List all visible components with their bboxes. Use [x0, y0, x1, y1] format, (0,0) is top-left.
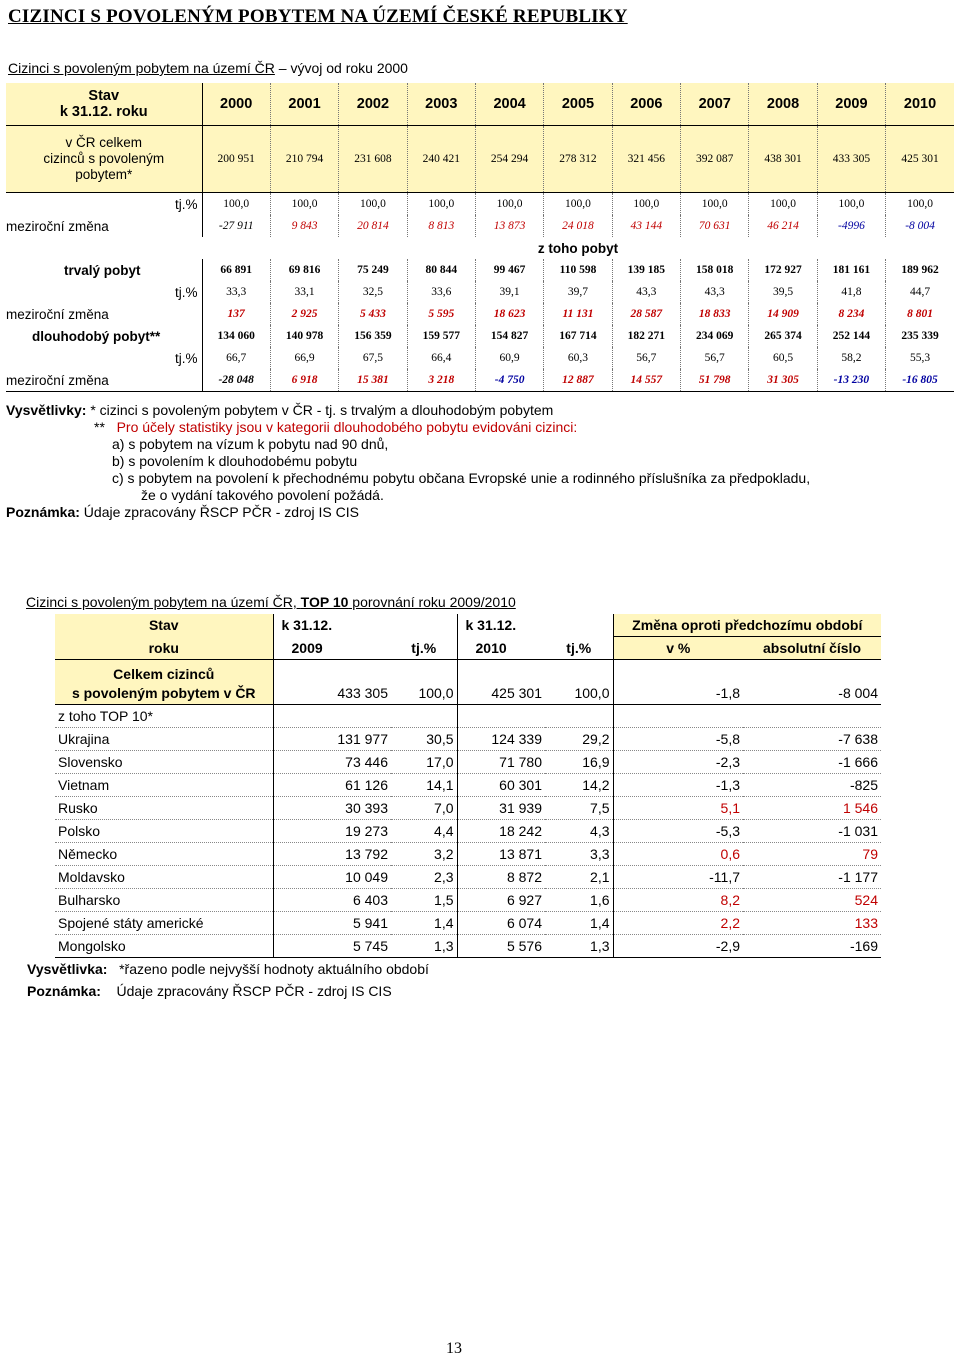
table-header-row [6, 83, 954, 126]
cell-long_pct-2005: 60,3 [544, 347, 612, 369]
pct-2009: 1,3 [391, 935, 457, 958]
cell-long_change-2000: -28 048 [202, 369, 270, 392]
header-year-2002: 2002 [339, 83, 407, 126]
cell-long-2007: 234 069 [681, 325, 749, 347]
note-a: a) s pobytem na vízum k pobytu nad 90 dnů, [112, 436, 389, 452]
cell-long_change-2009: -13 230 [817, 369, 885, 392]
cell-long_pct-2004: 60,9 [475, 347, 543, 369]
cell-total-2007: 392 087 [681, 126, 749, 193]
cell-long_pct-2010: 55,3 [886, 347, 954, 369]
header-corner [6, 83, 202, 126]
cell-perm_pct-2009: 41,8 [817, 281, 885, 303]
total-cell-5: -8 004 [743, 682, 881, 705]
cell-long_change-2002: 15 381 [339, 369, 407, 392]
t2-header-pct-2010: tj.% [545, 637, 613, 660]
total-cell-4: -1,8 [613, 682, 743, 705]
country-name: Rusko [55, 797, 273, 820]
cell-total_pct-2006: 100,0 [612, 193, 680, 216]
cell-total_pct-2010: 100,0 [886, 193, 954, 216]
of-which-label: z toho pobyt [537, 240, 619, 256]
cell-long-2005: 167 714 [544, 325, 612, 347]
notes2-heading: Vysvětlivka: [27, 961, 108, 977]
cell-total_change-2005: 24 018 [544, 215, 612, 237]
cell-total_pct-2000: 100,0 [202, 193, 270, 216]
change-abs: -169 [743, 935, 881, 958]
table-row [6, 325, 954, 347]
t2-header-change: Změna oproti předchozímu období [613, 614, 881, 637]
table-row [55, 889, 881, 912]
pct-2010: 29,2 [545, 728, 613, 751]
t2-header-k2: k 31.12. [457, 614, 545, 637]
spacer [6, 237, 202, 259]
pct-2010: 16,9 [545, 751, 613, 774]
cell-perm-2007: 158 018 [681, 259, 749, 281]
cell-perm-2005: 110 598 [544, 259, 612, 281]
cell-perm_change-2002: 5 433 [339, 303, 407, 325]
cell-perm_pct-2010: 44,7 [886, 281, 954, 303]
cell-perm_change-2007: 18 833 [681, 303, 749, 325]
cell-total-2004: 254 294 [475, 126, 543, 193]
country-name: Mongolsko [55, 935, 273, 958]
cell-perm_pct-2008: 39,5 [749, 281, 817, 303]
cell-total_pct-2005: 100,0 [544, 193, 612, 216]
t2-total-label-1: Celkem cizinců [55, 660, 273, 683]
notes2-block [27, 958, 429, 1002]
table-row [6, 193, 954, 216]
cell-long_pct-2007: 56,7 [681, 347, 749, 369]
country-name: Moldavsko [55, 866, 273, 889]
corner-stav: Stav [88, 88, 120, 104]
cell-total-2005: 278 312 [544, 126, 612, 193]
cell-long_change-2010: -16 805 [886, 369, 954, 392]
table2-subtitle-a: Cizinci s povoleným pobytem na území ČR, [26, 594, 301, 610]
pct-2009: 7,0 [391, 797, 457, 820]
header-year-2001: 2001 [270, 83, 338, 126]
change-pct: 2,2 [613, 912, 743, 935]
cell-perm_change-2000: 137 [202, 303, 270, 325]
cell-perm_pct-2004: 39,1 [475, 281, 543, 303]
cell-total_change-2008: 46 214 [749, 215, 817, 237]
cell-total_pct-2001: 100,0 [270, 193, 338, 216]
header-year-2008: 2008 [749, 83, 817, 126]
t2-header-2009: 2009 [273, 637, 391, 660]
table-row [55, 728, 881, 751]
value-2010: 6 927 [457, 889, 545, 912]
cell-long_pct-2002: 67,5 [339, 347, 407, 369]
value-2010: 124 339 [457, 728, 545, 751]
pct-2009: 14,1 [391, 774, 457, 797]
note-source: Údaje zpracovány ŘSCP PČR - zdroj IS CIS [79, 504, 359, 520]
note-source-label: Poznámka: [6, 504, 80, 520]
change-abs: -1 666 [743, 751, 881, 774]
cell-perm_change-2001: 2 925 [270, 303, 338, 325]
cell-total_change-2009: -4996 [817, 215, 885, 237]
cell-perm_pct-2007: 43,3 [681, 281, 749, 303]
cell-perm_change-2006: 28 587 [612, 303, 680, 325]
change-pct: 0,6 [613, 843, 743, 866]
table-row [6, 259, 954, 281]
cell-long_change-2007: 51 798 [681, 369, 749, 392]
cell-long_change-2004: -4 750 [475, 369, 543, 392]
header-year-2000: 2000 [202, 83, 270, 126]
t2-top-label: z toho TOP 10* [55, 705, 273, 728]
header-year-2010: 2010 [886, 83, 954, 126]
long-label: dlouhodobý pobyt** [32, 328, 161, 344]
country-name: Spojené státy americké [55, 912, 273, 935]
pct-2009: 1,5 [391, 889, 457, 912]
pct-2009: 1,4 [391, 912, 457, 935]
cell-perm-2008: 172 927 [749, 259, 817, 281]
table-row [55, 843, 881, 866]
cell-perm-2002: 75 249 [339, 259, 407, 281]
cell-long_pct-2003: 66,4 [407, 347, 475, 369]
change-abs: 524 [743, 889, 881, 912]
change-pct: -2,3 [613, 751, 743, 774]
t2-header-2010: 2010 [457, 637, 545, 660]
table-row [55, 774, 881, 797]
change-abs: -1 031 [743, 820, 881, 843]
pct-2010: 14,2 [545, 774, 613, 797]
t2-header-abs: absolutní číslo [743, 637, 881, 660]
pct-2009: 3,2 [391, 843, 457, 866]
cell-perm_change-2003: 5 595 [407, 303, 475, 325]
cell-perm-2004: 99 467 [475, 259, 543, 281]
page-title: CIZINCI S POVOLENÝM POBYTEM NA ÚZEMÍ ČESKÉ REPUBLIKY [8, 6, 628, 27]
cell-perm_change-2005: 11 131 [544, 303, 612, 325]
pct-2010: 3,3 [545, 843, 613, 866]
note-1: * cizinci s povoleným pobytem v ČR - tj. s trvalým a dlouhodobým pobytem [86, 402, 554, 418]
notes-block [6, 402, 810, 521]
value-2010: 60 301 [457, 774, 545, 797]
pct-2009: 17,0 [391, 751, 457, 774]
notes2-text: *řazeno podle nejvyšší hodnoty aktuálního období [119, 961, 429, 977]
value-2009: 30 393 [273, 797, 391, 820]
perm-change-label: meziroční změna [6, 306, 109, 322]
cell-total-2008: 438 301 [749, 126, 817, 193]
table-row [55, 751, 881, 774]
cell-perm-2001: 69 816 [270, 259, 338, 281]
table1-subtitle-main: Cizinci s povoleným pobytem na území ČR [8, 60, 275, 76]
value-2009: 19 273 [273, 820, 391, 843]
pct-2009: 4,4 [391, 820, 457, 843]
country-name: Německo [55, 843, 273, 866]
header-year-2006: 2006 [612, 83, 680, 126]
header-year-2003: 2003 [407, 83, 475, 126]
total-cell-2: 425 301 [457, 682, 545, 705]
pct-2010: 4,3 [545, 820, 613, 843]
notes-heading: Vysvětlivky: [6, 402, 87, 418]
change-abs: -825 [743, 774, 881, 797]
value-2009: 13 792 [273, 843, 391, 866]
cell-perm_pct-2003: 33,6 [407, 281, 475, 303]
cell-long_pct-2000: 66,7 [202, 347, 270, 369]
cell-total-2001: 210 794 [270, 126, 338, 193]
table-row [55, 797, 881, 820]
cell-perm_pct-2005: 39,7 [544, 281, 612, 303]
pct-label: tj.% [174, 196, 198, 212]
value-2009: 61 126 [273, 774, 391, 797]
value-2010: 13 871 [457, 843, 545, 866]
note-b: b) s povolením k dlouhodobému pobytu [112, 453, 358, 469]
cell-perm_change-2009: 8 234 [817, 303, 885, 325]
cell-long_change-2001: 6 918 [270, 369, 338, 392]
notes2-source: Údaje zpracovány ŘSCP PČR - zdroj IS CIS [116, 983, 392, 999]
table-row [6, 281, 954, 303]
cell-total_pct-2009: 100,0 [817, 193, 885, 216]
header-year-2004: 2004 [475, 83, 543, 126]
value-2009: 73 446 [273, 751, 391, 774]
change-abs: 1 546 [743, 797, 881, 820]
change-pct: -2,9 [613, 935, 743, 958]
change-abs: 79 [743, 843, 881, 866]
table-row [55, 912, 881, 935]
cell-perm_pct-2002: 32,5 [339, 281, 407, 303]
country-name: Slovensko [55, 751, 273, 774]
table-row [6, 303, 954, 325]
cell-long_change-2008: 31 305 [749, 369, 817, 392]
value-2009: 6 403 [273, 889, 391, 912]
cell-perm_change-2008: 14 909 [749, 303, 817, 325]
total-label-line: cizinců s povoleným [43, 151, 165, 166]
notes2-source-label: Poznámka: [27, 983, 101, 999]
pct-2010: 2,1 [545, 866, 613, 889]
top10-table [55, 614, 881, 958]
change-pct: -5,3 [613, 820, 743, 843]
value-2009: 5 941 [273, 912, 391, 935]
total-label [6, 126, 202, 193]
cell-long-2000: 134 060 [202, 325, 270, 347]
cell-total_change-2001: 9 843 [270, 215, 338, 237]
table-row [6, 237, 954, 259]
change-pct: -1,3 [613, 774, 743, 797]
table-row [6, 369, 954, 392]
cell-total-2010: 425 301 [886, 126, 954, 193]
note-c1: c) s pobytem na povolení k přechodnému pobytu občana Evropské unie a rodinného příslušníka za předpokladu, [112, 470, 811, 486]
header-year-2009: 2009 [817, 83, 885, 126]
cell-total-2009: 433 305 [817, 126, 885, 193]
cell-perm-2009: 181 161 [817, 259, 885, 281]
table-row [55, 935, 881, 958]
cell-long-2002: 156 359 [339, 325, 407, 347]
table-row [55, 820, 881, 843]
change-pct: -5,8 [613, 728, 743, 751]
country-name: Polsko [55, 820, 273, 843]
value-2010: 71 780 [457, 751, 545, 774]
table-row [6, 347, 954, 369]
cell-perm-2006: 139 185 [612, 259, 680, 281]
cell-long_pct-2001: 66,9 [270, 347, 338, 369]
cell-perm-2010: 189 962 [886, 259, 954, 281]
t2-header-k1: k 31.12. [273, 614, 391, 637]
change-label: meziroční změna [6, 218, 109, 234]
t2-header-vpct: v % [613, 637, 743, 660]
cell-long_pct-2009: 58,2 [817, 347, 885, 369]
table1-subtitle-rest: – vývoj od roku 2000 [274, 60, 408, 76]
pct-2009: 30,5 [391, 728, 457, 751]
value-2010: 31 939 [457, 797, 545, 820]
note-2-marker: ** [94, 419, 105, 435]
cell-long-2004: 154 827 [475, 325, 543, 347]
cell-total_pct-2007: 100,0 [681, 193, 749, 216]
cell-long-2010: 235 339 [886, 325, 954, 347]
cell-long_change-2005: 12 887 [544, 369, 612, 392]
note-2: Pro účely statistiky jsou v kategorii dlouhodobého pobytu evidováni cizinci: [116, 419, 578, 435]
total-cell-0: 433 305 [273, 682, 391, 705]
page-number: 13 [446, 1340, 462, 1357]
country-name: Bulharsko [55, 889, 273, 912]
cell-long_change-2003: 3 218 [407, 369, 475, 392]
header-year-2007: 2007 [681, 83, 749, 126]
cell-total_change-2007: 70 631 [681, 215, 749, 237]
development-table [6, 83, 954, 392]
value-2009: 5 745 [273, 935, 391, 958]
table2-subtitle-c: porovnání roku 2009/2010 [348, 594, 516, 610]
pct-2010: 1,3 [545, 935, 613, 958]
t2-header-pct-2009: tj.% [391, 637, 457, 660]
pct-2009: 2,3 [391, 866, 457, 889]
cell-total_pct-2002: 100,0 [339, 193, 407, 216]
total-cell-1: 100,0 [391, 682, 457, 705]
change-pct: 5,1 [613, 797, 743, 820]
cell-total_change-2000: -27 911 [202, 215, 270, 237]
value-2009: 131 977 [273, 728, 391, 751]
cell-perm_pct-2001: 33,1 [270, 281, 338, 303]
change-abs: -1 177 [743, 866, 881, 889]
corner-roku: k 31.12. roku [59, 104, 148, 120]
cell-perm-2000: 66 891 [202, 259, 270, 281]
cell-total_change-2002: 20 814 [339, 215, 407, 237]
total-cell-3: 100,0 [545, 682, 613, 705]
cell-perm_change-2010: 8 801 [886, 303, 954, 325]
cell-long_change-2006: 14 557 [612, 369, 680, 392]
cell-long_pct-2006: 56,7 [612, 347, 680, 369]
value-2010: 8 872 [457, 866, 545, 889]
cell-total_change-2004: 13 873 [475, 215, 543, 237]
cell-long-2008: 265 374 [749, 325, 817, 347]
country-name: Ukrajina [55, 728, 273, 751]
value-2009: 10 049 [273, 866, 391, 889]
cell-long-2003: 159 577 [407, 325, 475, 347]
cell-total_pct-2008: 100,0 [749, 193, 817, 216]
cell-total_pct-2003: 100,0 [407, 193, 475, 216]
cell-total-2006: 321 456 [612, 126, 680, 193]
long-pct-label: tj.% [174, 350, 198, 366]
value-2010: 5 576 [457, 935, 545, 958]
perm-label: trvalý pobyt [64, 262, 141, 278]
cell-perm_change-2004: 18 623 [475, 303, 543, 325]
t2-total-label-2: s povoleným pobytem v ČR [55, 682, 273, 705]
pct-2010: 1,4 [545, 912, 613, 935]
cell-total-2003: 240 421 [407, 126, 475, 193]
change-abs: -7 638 [743, 728, 881, 751]
pct-2010: 1,6 [545, 889, 613, 912]
change-pct: -11,7 [613, 866, 743, 889]
cell-total-2002: 231 608 [339, 126, 407, 193]
table-row [55, 866, 881, 889]
cell-long_pct-2008: 60,5 [749, 347, 817, 369]
pct-2010: 7,5 [545, 797, 613, 820]
table2-subtitle [26, 594, 516, 610]
cell-total_change-2006: 43 144 [612, 215, 680, 237]
cell-long-2001: 140 978 [270, 325, 338, 347]
cell-perm-2003: 80 844 [407, 259, 475, 281]
cell-long-2009: 252 144 [817, 325, 885, 347]
t2-header-roku: roku [55, 637, 273, 660]
t2-header-stav: Stav [55, 614, 273, 637]
long-change-label: meziroční změna [6, 369, 202, 392]
note-c2: že o vydání takového povolení požádá. [141, 487, 384, 503]
change-pct: 8,2 [613, 889, 743, 912]
total-label-line: pobytem* [75, 167, 133, 182]
header-year-2005: 2005 [544, 83, 612, 126]
total-label-line: v ČR celkem [65, 135, 142, 150]
cell-long-2006: 182 271 [612, 325, 680, 347]
cell-perm_pct-2006: 43,3 [612, 281, 680, 303]
change-abs: 133 [743, 912, 881, 935]
value-2010: 18 242 [457, 820, 545, 843]
cell-total-2000: 200 951 [202, 126, 270, 193]
cell-total_pct-2004: 100,0 [475, 193, 543, 216]
table-row [6, 126, 954, 193]
table1-subtitle [8, 60, 408, 76]
perm-pct-label: tj.% [174, 284, 198, 300]
cell-total_change-2003: 8 813 [407, 215, 475, 237]
country-name: Vietnam [55, 774, 273, 797]
table2-subtitle-b: TOP 10 [300, 594, 349, 610]
value-2010: 6 074 [457, 912, 545, 935]
cell-total_change-2010: -8 004 [886, 215, 954, 237]
table-row [6, 215, 954, 237]
cell-perm_pct-2000: 33,3 [202, 281, 270, 303]
